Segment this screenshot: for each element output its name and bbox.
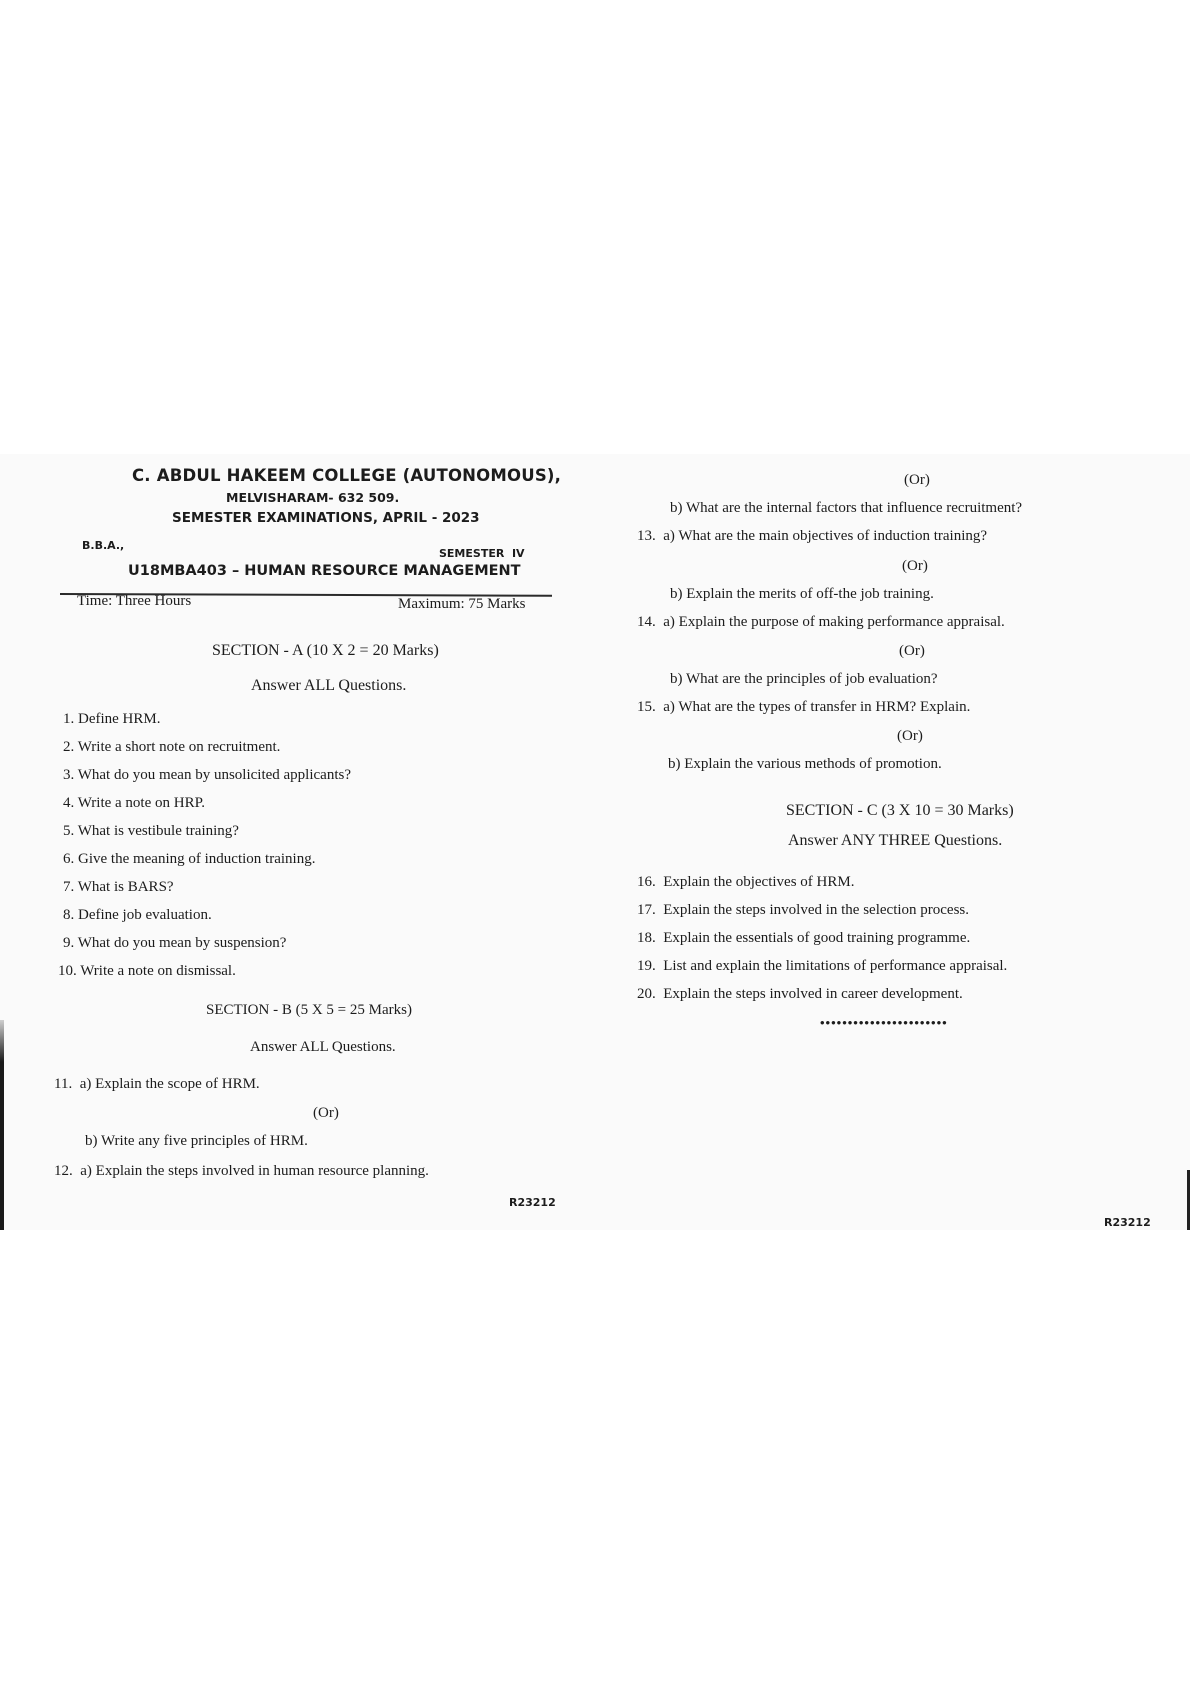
paper-code-right: R23212 [1104,1216,1151,1229]
maximum-marks: Maximum: 75 Marks [398,596,526,612]
question-number: 3. [63,767,75,783]
question-item [637,528,987,545]
question-text: Write a note on HRP. [77,795,206,811]
college-name: C. ABDUL HAKEEM COLLEGE (AUTONOMOUS), [132,466,562,485]
scan-edge-left [0,1020,4,1230]
question-text: Define job evaluation. [78,907,212,923]
question-item [63,879,174,896]
exam-duration: Time: Three Hours [77,593,192,609]
question-number: 20. [637,986,656,1002]
section-b-title: SECTION - B (5 X 5 = 25 Marks) [206,1002,412,1018]
question-number: 10. [58,963,77,979]
question-text: Give the meaning of induction training. [78,851,316,867]
question-option-a: a) Explain the steps involved in human resource planning. [80,1163,429,1179]
question-text: Explain the essentials of good training programme. [663,930,971,946]
question-text: Define HRM. [78,711,161,727]
question-item [54,1076,260,1093]
question-text: What do you mean by suspension? [77,935,287,951]
or-separator: (Or) [897,728,923,744]
or-separator: (Or) [899,643,925,659]
question-text: What do you mean by unsolicited applicants? [77,767,351,783]
question-number: 6. [63,851,75,867]
question-item [637,614,1005,631]
college-location: MELVISHARAM- 632 509. [226,490,400,505]
section-a-instruction: Answer ALL Questions. [251,677,407,694]
question-item [63,823,239,840]
section-c-title: SECTION - C (3 X 10 = 30 Marks) [786,802,1014,819]
course-title: U18MBA403 – HUMAN RESOURCE MANAGEMENT [128,563,521,579]
question-option-a: a) Explain the scope of HRM. [79,1076,260,1092]
question-text: Write a short note on recruitment. [77,739,281,755]
question-number: 12. [54,1163,73,1179]
question-text: What is BARS? [77,879,174,895]
question-option-b: b) Explain the merits of off-the job training. [670,586,934,602]
question-number: 14. [637,614,656,630]
question-text: What is vestibule training? [77,823,239,839]
end-of-paper-marker: ••••••••••••••••••••••• [820,1015,948,1030]
question-number: 1. [63,711,75,727]
question-option-b: b) Explain the various methods of promotion. [668,756,942,772]
question-number: 11. [54,1076,73,1092]
question-item [637,874,854,891]
question-option-b: b) What are the internal factors that influence recruitment? [670,500,1023,516]
question-number: 15. [637,699,656,715]
or-separator: (Or) [904,472,930,488]
section-b-instruction: Answer ALL Questions. [250,1039,396,1055]
question-text: Explain the steps involved in career development. [663,986,963,1002]
question-option-a: a) What are the main objectives of induction training? [663,528,988,544]
paper-code-left: R23212 [509,1196,556,1209]
question-item [54,1163,429,1180]
question-item [63,711,161,728]
question-item [637,986,963,1003]
question-number: 17. [637,902,656,918]
question-number: 8. [63,907,75,923]
question-option-a: a) What are the types of transfer in HRM? Explain. [663,699,971,715]
or-separator: (Or) [902,558,928,574]
section-c-instruction: Answer ANY THREE Questions. [788,832,1003,849]
question-number: 7. [63,879,75,895]
question-number: 9. [63,935,75,951]
question-number: 18. [637,930,656,946]
semester-label: SEMESTER IV [439,547,525,560]
question-number: 5. [63,823,75,839]
exam-title: SEMESTER EXAMINATIONS, APRIL - 2023 [172,510,480,526]
question-number: 2. [63,739,75,755]
question-text: Write a note on dismissal. [80,963,236,979]
question-item [637,699,970,716]
question-text: List and explain the limitations of performance appraisal. [663,958,1008,974]
question-item [63,851,315,868]
degree-label: B.B.A., [82,539,125,552]
question-option-b: b) What are the principles of job evaluation? [670,671,938,687]
question-number: 13. [637,528,656,544]
question-number: 16. [637,874,656,890]
or-separator: (Or) [313,1105,339,1121]
question-item [637,930,970,947]
question-item [637,958,1007,975]
question-item [63,739,280,756]
question-option-b: b) Write any five principles of HRM. [85,1133,308,1149]
question-number: 4. [63,795,75,811]
question-item [58,963,236,980]
question-number: 19. [637,958,656,974]
question-item [63,795,205,812]
question-option-a: a) Explain the purpose of making performance appraisal. [663,614,1005,630]
section-a-title: SECTION - A (10 X 2 = 20 Marks) [212,642,439,659]
question-text: Explain the objectives of HRM. [663,874,855,890]
question-item [637,902,969,919]
question-item [63,907,212,924]
question-item [63,935,286,952]
question-item [63,767,351,784]
question-text: Explain the steps involved in the selection process. [663,902,970,918]
